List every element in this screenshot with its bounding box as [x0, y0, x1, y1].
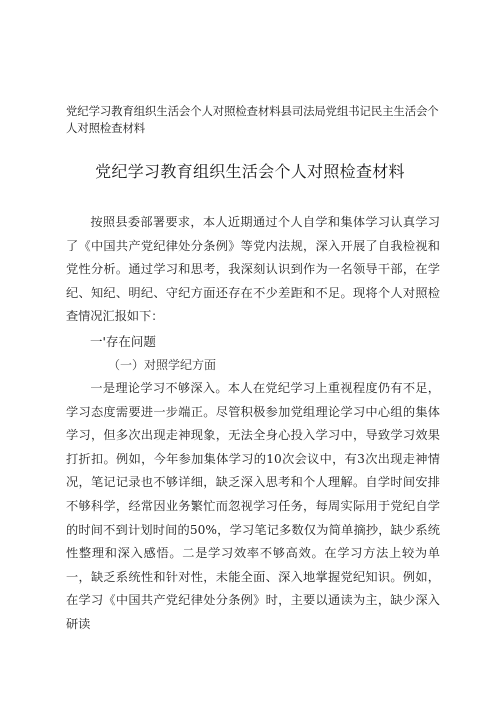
- body-paragraph: 一是理论学习不够深入。本人在党纪学习上重视程度仍有不足，学习态度需要进一步端正。尽管积极参加党组理论学习中心组的集体学习，但多次出现走神现象，无法全身心投入学习中，导致学习效果打折扣。例如，今年参加集体学习的10次会议中，有3次出现走神情况，笔记记录也不够详细，缺乏深入思考和个人理解。自学时间安排不够科学，经常因业务繁忙而忽视学习任务，每周实际用于党纪自学的时间不到计划时间的50%，学习笔记多数仅为简单摘抄，缺少系统性整理和深入感悟。二是学习效率不够高效。在学习方法上较为单一，缺乏系统性和针对性，未能全面、深入地掌握党纪知识。例如，在学习《中国共产党纪律处分条例》时，主要以通读为主，缺少深入研读: [66, 380, 440, 631]
- section-heading: 一'存在问题: [90, 333, 156, 349]
- subsection-heading: （一）对照学纪方面: [108, 357, 217, 372]
- document-title: 党纪学习教育组织生活会个人对照检查材料: [95, 162, 405, 181]
- document-header-title: 党纪学习教育组织生活会个人对照检查材料县司法局党组书记民主生活会个人对照检查材料: [66, 104, 439, 135]
- intro-paragraph: 按照县委部署要求，本人近期通过个人自学和集体学习认真学习了《中国共产党纪律处分条例》等党内法规，深入开展了自我检视和党性分析。通过学习和思考，我深刻认识到作为一名领导干部，在学纪、知纪、明纪、守纪方面还存在不少差距和不足。现将个人对照检查情况汇报如下：: [66, 215, 440, 324]
- document-body: [66, 211, 440, 637]
